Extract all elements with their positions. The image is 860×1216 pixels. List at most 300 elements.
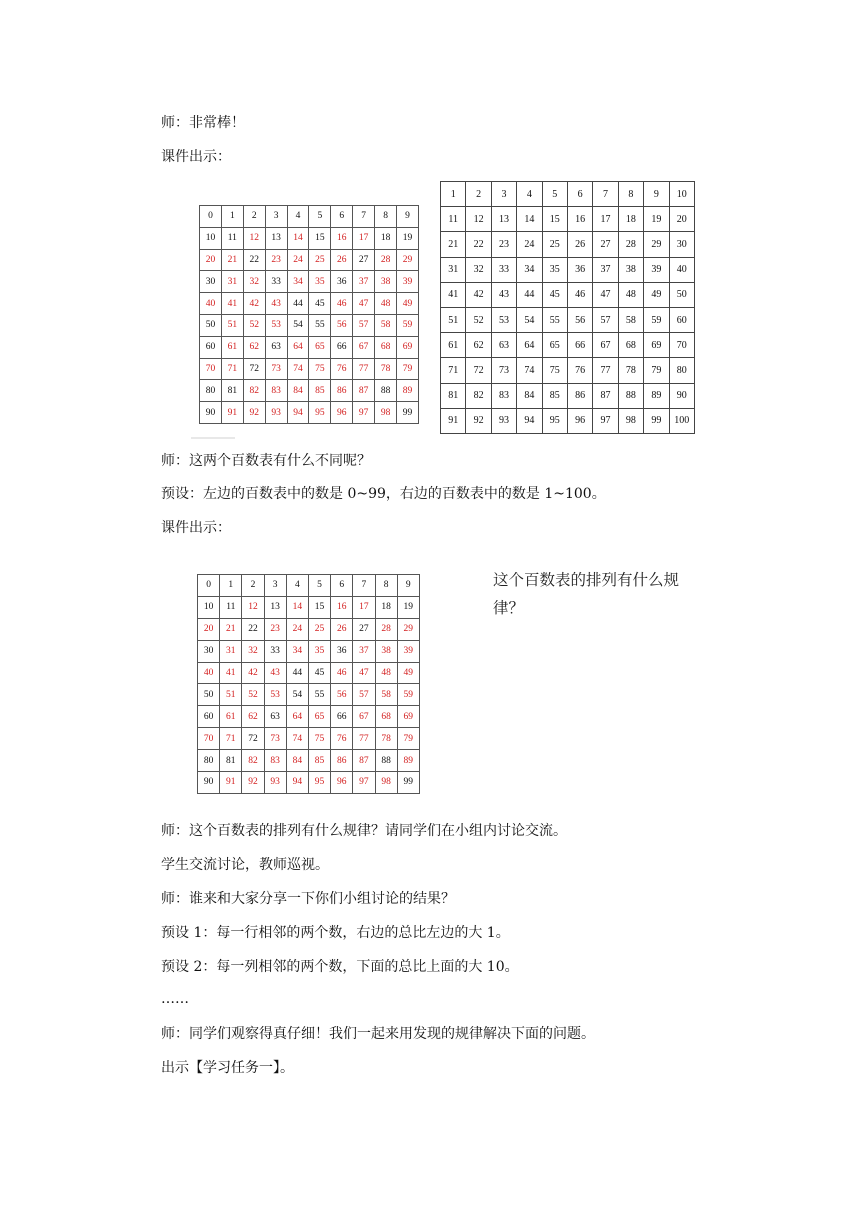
number-cell: 98 [375,402,397,424]
number-cell: 41 [221,293,243,315]
number-cell: 90 [669,383,694,408]
text-line-13: 出示【学习任务一】。 [161,1060,294,1076]
number-cell: 10 [198,596,220,618]
number-cell: 4 [517,182,542,207]
number-cell: 85 [542,383,567,408]
text-line-3: 师：这两个百数表有什么不同呢？ [161,453,371,469]
text-line-8: 师：谁来和大家分享一下你们小组讨论的结果？ [161,891,455,907]
number-cell: 18 [375,227,397,249]
number-cell: 24 [517,232,542,257]
text-line-6: 师：这个百数表的排列有什么规律？请同学们在小组内讨论交流。 [161,823,567,839]
number-cell: 51 [221,314,243,336]
number-cell: 15 [309,227,331,249]
number-cell: 61 [220,706,242,728]
number-cell: 52 [243,314,265,336]
number-cell: 32 [243,271,265,293]
number-cell: 23 [264,618,286,640]
number-cell: 70 [200,358,222,380]
number-cell: 54 [517,307,542,332]
hundred-chart-1-100 [440,181,695,434]
number-cell: 29 [397,249,419,271]
number-cell: 1 [221,206,243,228]
number-cell: 20 [200,249,222,271]
number-cell: 88 [375,380,397,402]
number-cell: 37 [353,271,375,293]
number-cell: 87 [353,750,375,772]
number-cell: 53 [265,314,287,336]
number-cell: 1 [220,575,242,597]
number-cell: 97 [353,402,375,424]
number-cell: 29 [644,232,669,257]
number-cell: 54 [286,684,308,706]
number-cell: 17 [353,227,375,249]
number-cell: 31 [220,640,242,662]
text-line-4: 预设：左边的百数表中的数是 0~99，右边的百数表中的数是 1~100。 [161,486,606,502]
number-cell: 90 [200,402,222,424]
number-cell: 10 [200,227,222,249]
number-cell: 15 [308,596,330,618]
number-cell: 57 [353,684,375,706]
number-cell: 44 [517,282,542,307]
number-cell: 43 [265,293,287,315]
number-cell: 96 [331,772,353,794]
number-cell: 27 [353,618,375,640]
text-line-12: 师：同学们观察得真仔细！我们一起来用发现的规律解决下面的问题。 [161,1026,595,1042]
number-cell: 34 [287,271,309,293]
table-row [441,207,695,232]
number-cell: 69 [397,706,419,728]
number-cell: 32 [466,257,491,282]
number-cell: 48 [618,282,643,307]
number-cell: 69 [644,333,669,358]
number-cell: 36 [331,271,353,293]
text-line-11: …… [161,991,189,1007]
number-cell: 63 [491,333,516,358]
number-cell: 8 [375,575,397,597]
number-cell: 68 [375,336,397,358]
number-cell: 94 [286,772,308,794]
number-cell: 46 [331,662,353,684]
number-cell: 13 [264,596,286,618]
number-cell: 82 [242,750,264,772]
number-cell: 68 [375,706,397,728]
number-cell: 83 [491,383,516,408]
number-cell: 30 [669,232,694,257]
number-cell: 25 [542,232,567,257]
number-cell: 37 [353,640,375,662]
number-cell: 22 [242,618,264,640]
number-cell: 75 [542,358,567,383]
number-cell: 86 [331,750,353,772]
number-cell: 12 [242,596,264,618]
table-row [198,684,420,706]
number-cell: 98 [375,772,397,794]
number-cell: 48 [375,662,397,684]
number-cell: 80 [198,750,220,772]
divider [191,437,235,439]
number-cell: 76 [567,358,592,383]
number-cell: 1 [441,182,466,207]
number-cell: 9 [397,206,419,228]
number-cell: 64 [287,336,309,358]
number-cell: 50 [200,314,222,336]
table-row [441,333,695,358]
number-cell: 71 [221,358,243,380]
number-cell: 56 [331,684,353,706]
hundred-chart-0-99-bottom [197,574,420,794]
number-cell: 99 [644,408,669,433]
number-cell: 60 [198,706,220,728]
number-cell: 17 [593,207,618,232]
number-cell: 70 [198,728,220,750]
number-cell: 78 [375,358,397,380]
number-cell: 92 [242,772,264,794]
number-cell: 97 [353,772,375,794]
number-cell: 45 [542,282,567,307]
number-cell: 19 [397,227,419,249]
number-cell: 12 [243,227,265,249]
number-cell: 72 [242,728,264,750]
text-line-10: 预设 2：每一列相邻的两个数，下面的总比上面的大 10。 [161,959,519,975]
number-cell: 95 [309,402,331,424]
number-cell: 18 [375,596,397,618]
number-cell: 94 [517,408,542,433]
number-cell: 34 [517,257,542,282]
number-cell: 93 [265,402,287,424]
number-cell: 45 [309,293,331,315]
number-cell: 91 [221,402,243,424]
number-cell: 2 [242,575,264,597]
table-row [200,227,419,249]
number-cell: 30 [200,271,222,293]
number-cell: 71 [441,358,466,383]
table-row [198,575,420,597]
number-cell: 89 [644,383,669,408]
number-cell: 56 [331,314,353,336]
number-cell: 77 [593,358,618,383]
number-cell: 63 [265,336,287,358]
number-cell: 35 [542,257,567,282]
number-cell: 92 [466,408,491,433]
number-cell: 8 [618,182,643,207]
number-cell: 13 [491,207,516,232]
number-cell: 65 [542,333,567,358]
number-cell: 11 [221,227,243,249]
number-cell: 54 [287,314,309,336]
number-cell: 58 [375,314,397,336]
number-cell: 47 [353,293,375,315]
number-cell: 72 [243,358,265,380]
number-cell: 18 [618,207,643,232]
table-row [441,257,695,282]
number-cell: 42 [243,293,265,315]
number-cell: 0 [200,206,222,228]
number-cell: 37 [593,257,618,282]
number-cell: 31 [221,271,243,293]
number-cell: 67 [353,336,375,358]
text-line-5: 课件出示： [161,520,231,536]
number-cell: 28 [618,232,643,257]
number-cell: 48 [375,293,397,315]
number-cell: 29 [397,618,419,640]
number-cell: 10 [669,182,694,207]
number-cell: 40 [198,662,220,684]
number-cell: 79 [397,728,419,750]
number-cell: 42 [466,282,491,307]
number-cell: 57 [353,314,375,336]
number-cell: 77 [353,358,375,380]
number-cell: 36 [331,640,353,662]
table-row [200,358,419,380]
table-row [198,662,420,684]
number-cell: 78 [618,358,643,383]
number-cell: 96 [567,408,592,433]
number-cell: 46 [567,282,592,307]
number-cell: 80 [669,358,694,383]
number-cell: 76 [331,358,353,380]
table-row [441,408,695,433]
number-cell: 6 [567,182,592,207]
number-cell: 3 [264,575,286,597]
number-cell: 79 [644,358,669,383]
number-cell: 11 [441,207,466,232]
number-cell: 82 [466,383,491,408]
number-cell: 55 [308,684,330,706]
table-row [198,706,420,728]
number-cell: 55 [309,314,331,336]
number-cell: 73 [491,358,516,383]
number-cell: 45 [308,662,330,684]
table-row [441,282,695,307]
number-cell: 53 [264,684,286,706]
number-cell: 67 [593,333,618,358]
number-cell: 14 [517,207,542,232]
number-cell: 35 [308,640,330,662]
number-cell: 8 [375,206,397,228]
number-cell: 50 [669,282,694,307]
number-cell: 73 [265,358,287,380]
table-row [198,772,420,794]
number-cell: 33 [265,271,287,293]
number-cell: 51 [220,684,242,706]
number-cell: 70 [669,333,694,358]
number-cell: 7 [353,206,375,228]
number-cell: 86 [567,383,592,408]
number-cell: 60 [200,336,222,358]
number-cell: 19 [397,596,419,618]
table-row [200,206,419,228]
number-cell: 90 [198,772,220,794]
number-cell: 71 [220,728,242,750]
number-cell: 22 [466,232,491,257]
number-cell: 28 [375,618,397,640]
table-row [441,307,695,332]
number-cell: 23 [265,249,287,271]
number-cell: 7 [353,575,375,597]
number-cell: 89 [397,380,419,402]
number-cell: 24 [287,249,309,271]
number-cell: 16 [567,207,592,232]
number-cell: 73 [264,728,286,750]
number-cell: 51 [441,307,466,332]
number-cell: 88 [375,750,397,772]
number-cell: 49 [644,282,669,307]
number-cell: 78 [375,728,397,750]
number-cell: 43 [264,662,286,684]
number-cell: 56 [567,307,592,332]
text-line-1: 师：非常棒！ [161,115,245,131]
number-cell: 88 [618,383,643,408]
number-cell: 96 [331,402,353,424]
number-cell: 95 [308,772,330,794]
number-cell: 26 [331,618,353,640]
number-cell: 53 [491,307,516,332]
number-cell: 58 [618,307,643,332]
table-row [441,232,695,257]
table-row [441,358,695,383]
table-row [200,336,419,358]
number-cell: 3 [265,206,287,228]
number-cell: 33 [491,257,516,282]
number-cell: 60 [669,307,694,332]
number-cell: 41 [220,662,242,684]
number-cell: 62 [243,336,265,358]
number-cell: 99 [397,402,419,424]
number-cell: 47 [593,282,618,307]
number-cell: 69 [397,336,419,358]
number-cell: 7 [593,182,618,207]
number-cell: 6 [331,575,353,597]
number-cell: 25 [308,618,330,640]
number-cell: 61 [441,333,466,358]
number-cell: 64 [517,333,542,358]
number-cell: 77 [353,728,375,750]
number-cell: 83 [264,750,286,772]
number-cell: 49 [397,662,419,684]
number-cell: 22 [243,249,265,271]
table-row [200,402,419,424]
number-cell: 52 [466,307,491,332]
number-cell: 66 [331,706,353,728]
number-cell: 16 [331,227,353,249]
number-cell: 20 [198,618,220,640]
number-cell: 5 [308,575,330,597]
number-cell: 81 [441,383,466,408]
number-cell: 74 [517,358,542,383]
number-cell: 4 [287,206,309,228]
number-cell: 82 [243,380,265,402]
number-cell: 81 [221,380,243,402]
number-cell: 57 [593,307,618,332]
number-cell: 39 [397,271,419,293]
number-cell: 19 [644,207,669,232]
text-line-7: 学生交流讨论，教师巡视。 [161,857,329,873]
number-cell: 66 [567,333,592,358]
number-cell: 40 [200,293,222,315]
number-cell: 21 [441,232,466,257]
number-cell: 59 [397,684,419,706]
number-cell: 92 [243,402,265,424]
table-row [198,618,420,640]
number-cell: 34 [286,640,308,662]
number-cell: 62 [466,333,491,358]
number-cell: 68 [618,333,643,358]
number-cell: 27 [593,232,618,257]
number-cell: 87 [593,383,618,408]
number-cell: 66 [331,336,353,358]
number-cell: 52 [242,684,264,706]
number-cell: 72 [466,358,491,383]
number-cell: 4 [286,575,308,597]
table-row [198,728,420,750]
number-cell: 39 [644,257,669,282]
number-cell: 75 [308,728,330,750]
number-cell: 26 [331,249,353,271]
number-cell: 41 [441,282,466,307]
number-cell: 74 [286,728,308,750]
number-cell: 35 [309,271,331,293]
number-cell: 95 [542,408,567,433]
number-cell: 21 [221,249,243,271]
number-cell: 43 [491,282,516,307]
hundred-chart-0-99-top [199,205,419,424]
number-cell: 98 [618,408,643,433]
number-cell: 20 [669,207,694,232]
number-cell: 0 [198,575,220,597]
number-cell: 59 [397,314,419,336]
table-row [200,380,419,402]
number-cell: 93 [491,408,516,433]
number-cell: 80 [200,380,222,402]
number-cell: 59 [644,307,669,332]
number-cell: 65 [309,336,331,358]
number-cell: 74 [287,358,309,380]
number-cell: 75 [309,358,331,380]
number-cell: 3 [491,182,516,207]
number-cell: 33 [264,640,286,662]
number-cell: 81 [220,750,242,772]
number-cell: 84 [286,750,308,772]
number-cell: 38 [375,271,397,293]
number-cell: 62 [242,706,264,728]
number-cell: 39 [397,640,419,662]
number-cell: 9 [397,575,419,597]
table-row [441,182,695,207]
number-cell: 44 [286,662,308,684]
number-cell: 27 [353,249,375,271]
number-cell: 38 [618,257,643,282]
number-cell: 97 [593,408,618,433]
number-cell: 61 [221,336,243,358]
number-cell: 89 [397,750,419,772]
number-cell: 84 [287,380,309,402]
number-cell: 14 [287,227,309,249]
number-cell: 46 [331,293,353,315]
text-line-2: 课件出示： [161,149,231,165]
text-line-9: 预设 1：每一行相邻的两个数，右边的总比左边的大 1。 [161,925,510,941]
table-row [198,640,420,662]
number-cell: 26 [567,232,592,257]
number-cell: 5 [542,182,567,207]
number-cell: 47 [353,662,375,684]
table-row [200,314,419,336]
number-cell: 99 [397,772,419,794]
number-cell: 21 [220,618,242,640]
number-cell: 87 [353,380,375,402]
number-cell: 63 [264,706,286,728]
number-cell: 13 [265,227,287,249]
table-row [198,596,420,618]
